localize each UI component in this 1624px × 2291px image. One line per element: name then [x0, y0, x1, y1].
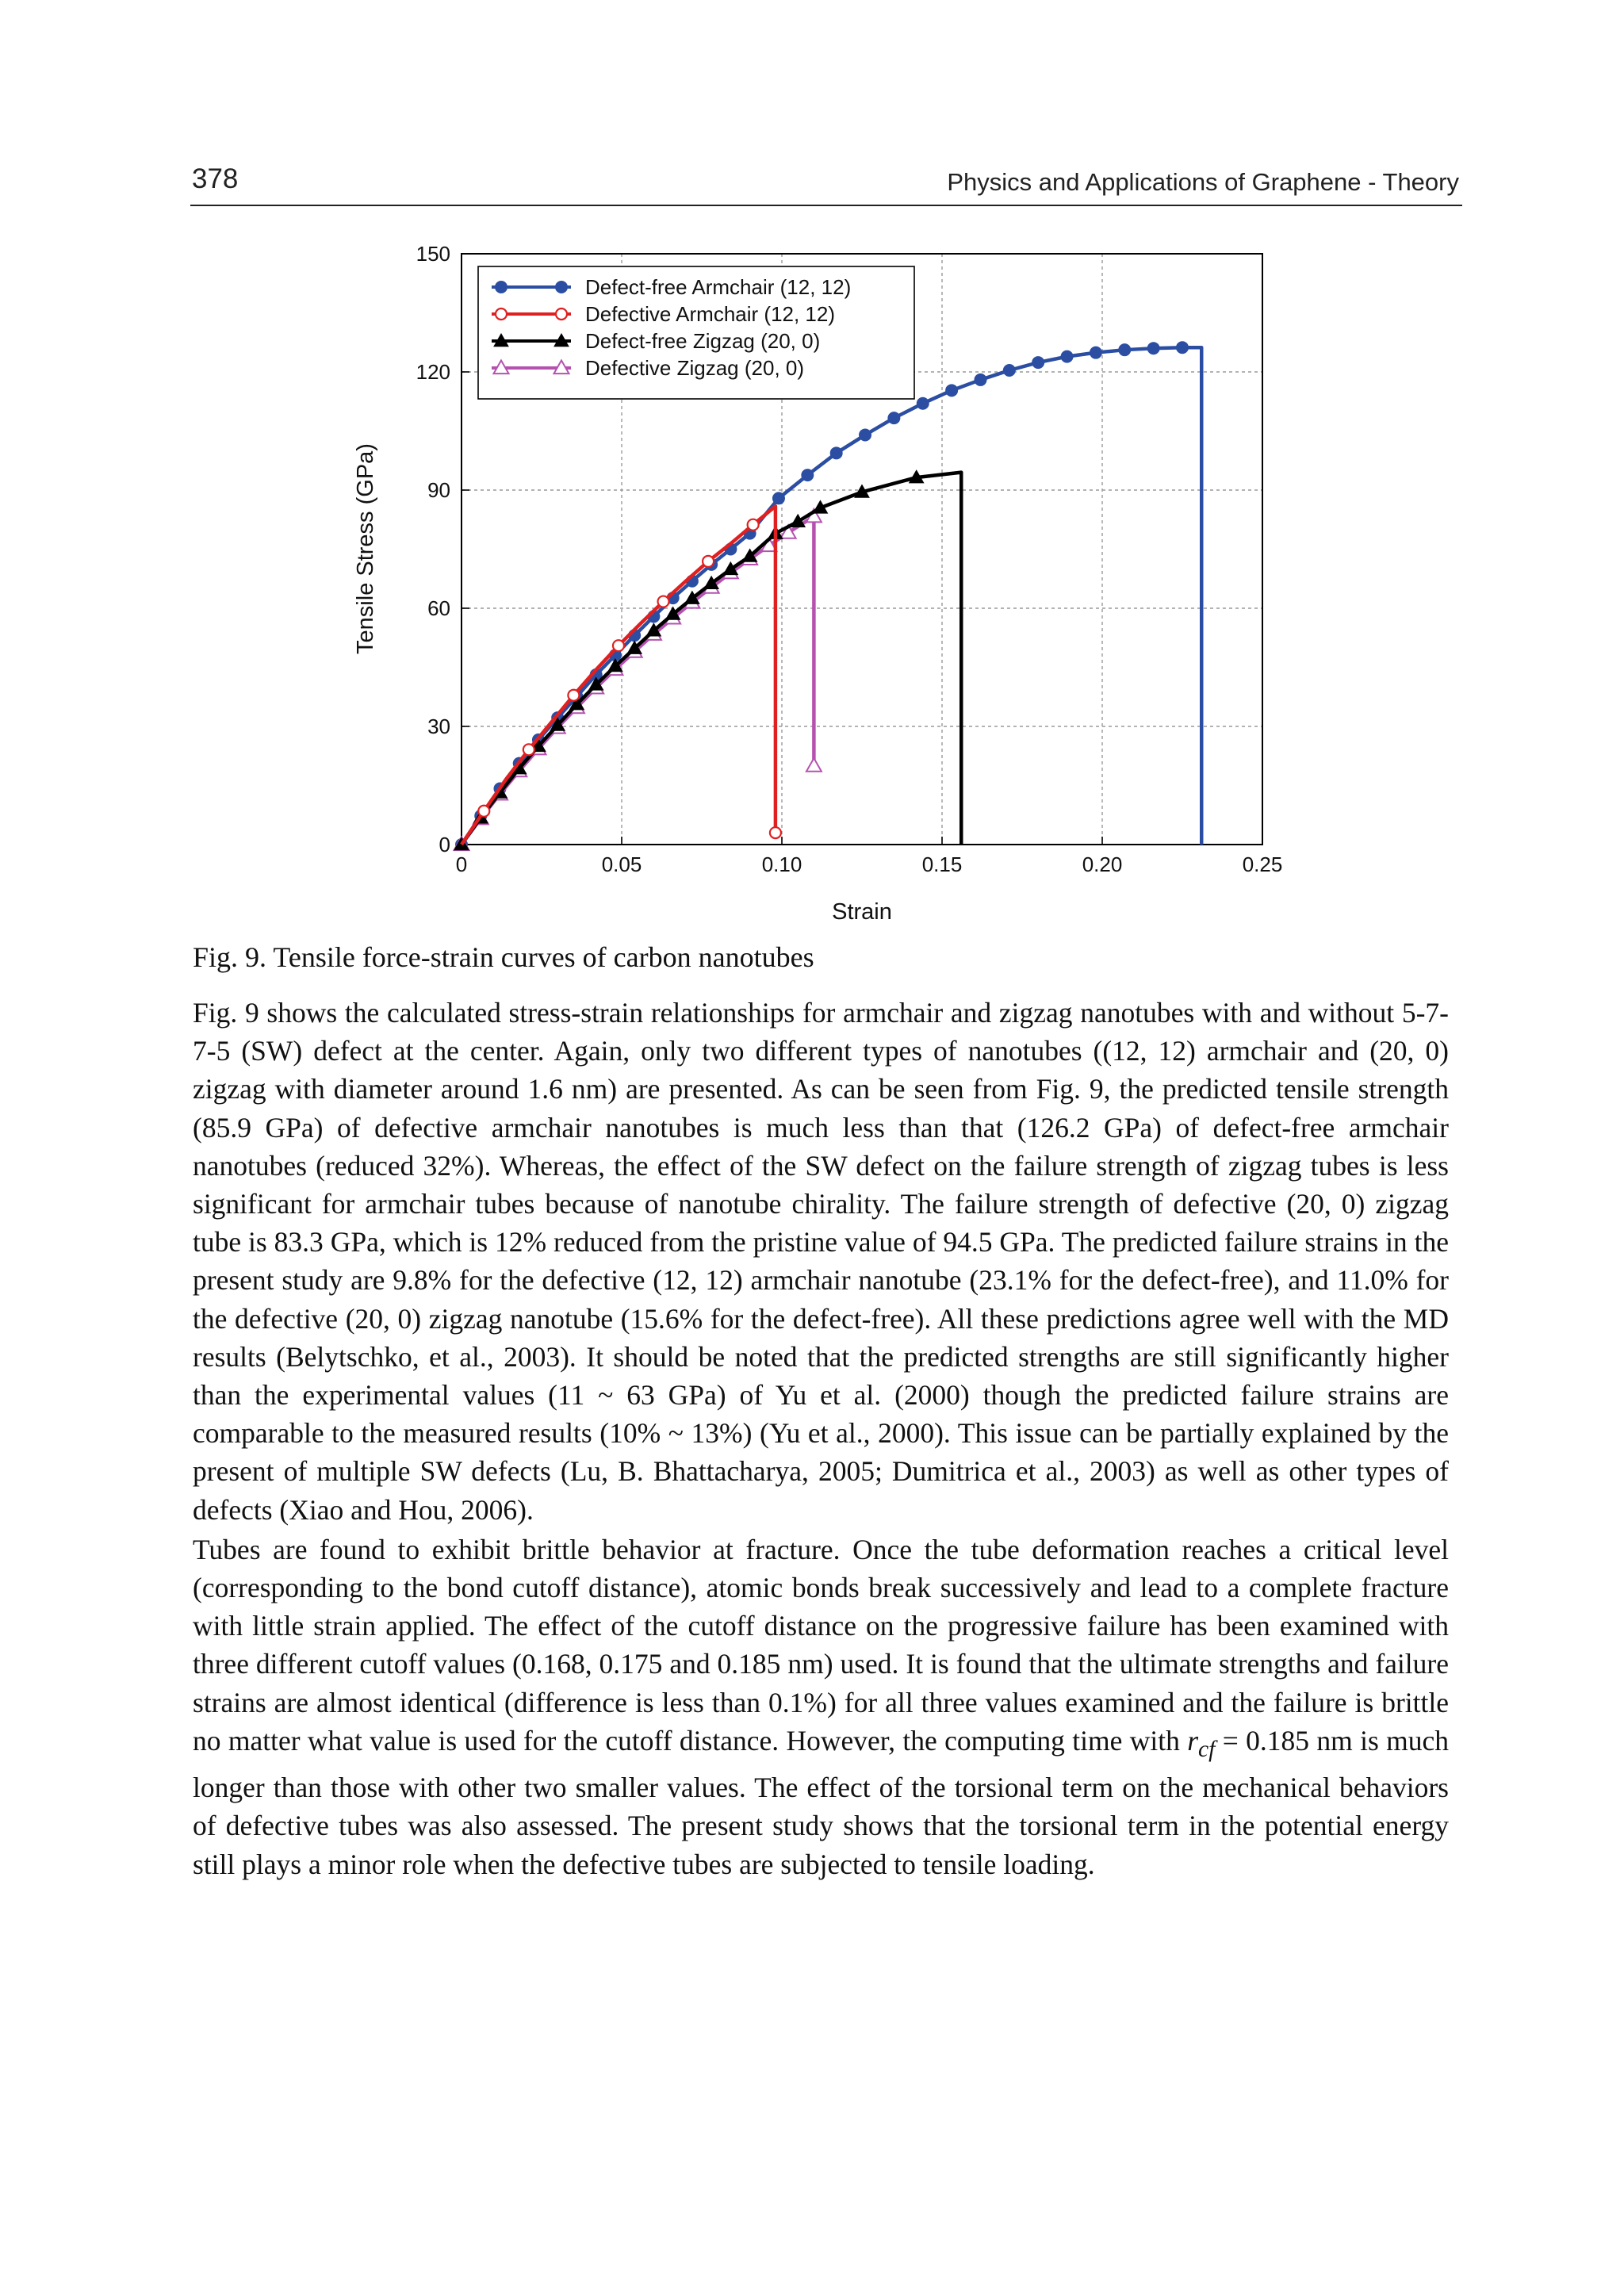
rcf-symbol: $r_{cf}$	[1187, 1724, 1216, 1762]
legend-label: Defect-free Armchair (12, 12)	[585, 275, 852, 299]
paragraph-2-text-after: = 0.185 nm is much longer than those with other two smaller values. The effect of the torsional term on the mechanical behaviors of defective tubes was also assessed. The present study shows that the torsional term in the potential energy still plays a minor role when the defective tubes are subjected to tensile loading.	[193, 1724, 1449, 1880]
body-text	[193, 994, 1449, 1883]
figure-caption: Fig. 9. Tensile force-strain curves of carbon nanotubes	[193, 941, 814, 973]
x-tick-label: 0	[455, 852, 468, 876]
legend-label: Defective Zigzag (20, 0)	[585, 356, 805, 380]
data-point	[860, 429, 871, 441]
x-tick-label: 0.15	[921, 852, 963, 876]
figure-9	[333, 230, 1316, 928]
x-tick-label: 0.25	[1242, 852, 1283, 876]
data-point	[1061, 351, 1073, 362]
data-point	[975, 374, 986, 385]
y-axis-label: Tensile Stress (GPa)	[353, 443, 378, 654]
x-axis-label: Strain	[832, 899, 892, 925]
data-point	[772, 492, 784, 504]
data-point	[703, 556, 714, 567]
legend-label: Defect-free Zigzag (20, 0)	[585, 329, 821, 353]
data-point	[1032, 357, 1044, 369]
y-tick-label: 30	[427, 715, 450, 738]
paragraph-2-text-before: Tubes are found to exhibit brittle behavior at fracture. Once the tube deformation reaches a critical level (corresponding to the bond cutoff distance), atomic bonds break successively and lead to a complete fracture with little strain applied. The effect of the cutoff distance on the progressive failure has been examined with three different cutoff values (0.168, 0.175 and 0.185 nm) used. It is found that the ultimate strengths and failure strains are almost identical (difference is less than 0.1%) for all three values examined and the failure is brittle no matter what value is used for the cutoff distance. However, the computing time with	[193, 1533, 1449, 1757]
y-tick-label: 90	[427, 478, 450, 502]
data-point	[523, 744, 534, 755]
rcf-subscript: cf	[1198, 1736, 1216, 1762]
x-tick-label: 0.10	[761, 852, 802, 876]
legend-label: Defective Armchair (12, 12)	[585, 302, 836, 326]
legend-marker	[496, 308, 507, 320]
data-point	[888, 412, 900, 424]
y-tick-label: 150	[416, 242, 450, 266]
y-tick-label: 0	[439, 833, 450, 856]
stress-strain-chart	[333, 230, 1316, 928]
legend-marker	[556, 308, 567, 320]
legend-marker	[556, 282, 568, 293]
data-point	[1003, 365, 1015, 377]
paragraph-2	[193, 1531, 1449, 1883]
y-tick-label: 120	[416, 360, 450, 384]
running-title: Physics and Applications of Graphene - Theory	[947, 168, 1459, 196]
paragraph-1: Fig. 9 shows the calculated stress-strain relationships for armchair and zigzag nanotubes with and without 5-7-7-5 (SW) defect at the center. Again, only two different types of nanotubes ((12, 12) armchair and (20, 0) zigzag with diameter around 1.6 nm) are presented. As can be seen from Fig. 9, the predicted tensile strength (85.9 GPa) of defective armchair nanotubes is much less than that (126.2 GPa) of defect-free armchair nanotubes (reduced 32%). Whereas, the effect of the SW defect on the failure strength of zigzag tubes is less significant for armchair tubes because of nanotube chirality. The failure strength of defective (20, 0) zigzag tube is 83.3 GPa, which is 12% reduced from the pristine value of 94.5 GPa. The predicted failure strains in the present study are 9.8% for the defective (12, 12) armchair nanotube (23.1% for the defect-free), and 11.0% for the defective (20, 0) zigzag nanotube (15.6% for the defect-free). All these predictions agree well with the MD results (Belytschko, et al., 2003). It should be noted that the predicted strengths are still significantly higher than the experimental values (11 ~ 63 GPa) of Yu et al. (2000) though the predicted failure strains are comparable to the measured results (10% ~ 13%) (Yu et al., 2000). This issue can be partially explained by the present of multiple SW defects (Lu, B. Bhattacharya, 2005; Dumitrica et al., 2003) as well as other types of defects (Xiao and Hou, 2006).	[193, 997, 1449, 1526]
data-point	[568, 690, 579, 701]
legend	[478, 266, 914, 399]
x-tick-label: 0.20	[1082, 852, 1123, 876]
data-point	[478, 806, 489, 817]
data-point	[802, 469, 814, 481]
data-point	[748, 519, 759, 531]
data-point	[1119, 344, 1131, 356]
data-point	[770, 827, 781, 838]
x-tick-label: 0.05	[601, 852, 642, 876]
data-point	[946, 385, 958, 397]
page-header	[190, 163, 1462, 206]
legend-marker	[496, 282, 508, 293]
data-point	[830, 447, 842, 459]
y-tick-label: 60	[427, 596, 450, 620]
data-point	[1177, 342, 1189, 354]
data-point	[658, 596, 669, 607]
data-point	[1090, 347, 1101, 358]
data-point	[613, 640, 624, 651]
page-number: 378	[192, 163, 239, 194]
data-point	[1147, 343, 1159, 354]
data-point	[917, 397, 929, 409]
